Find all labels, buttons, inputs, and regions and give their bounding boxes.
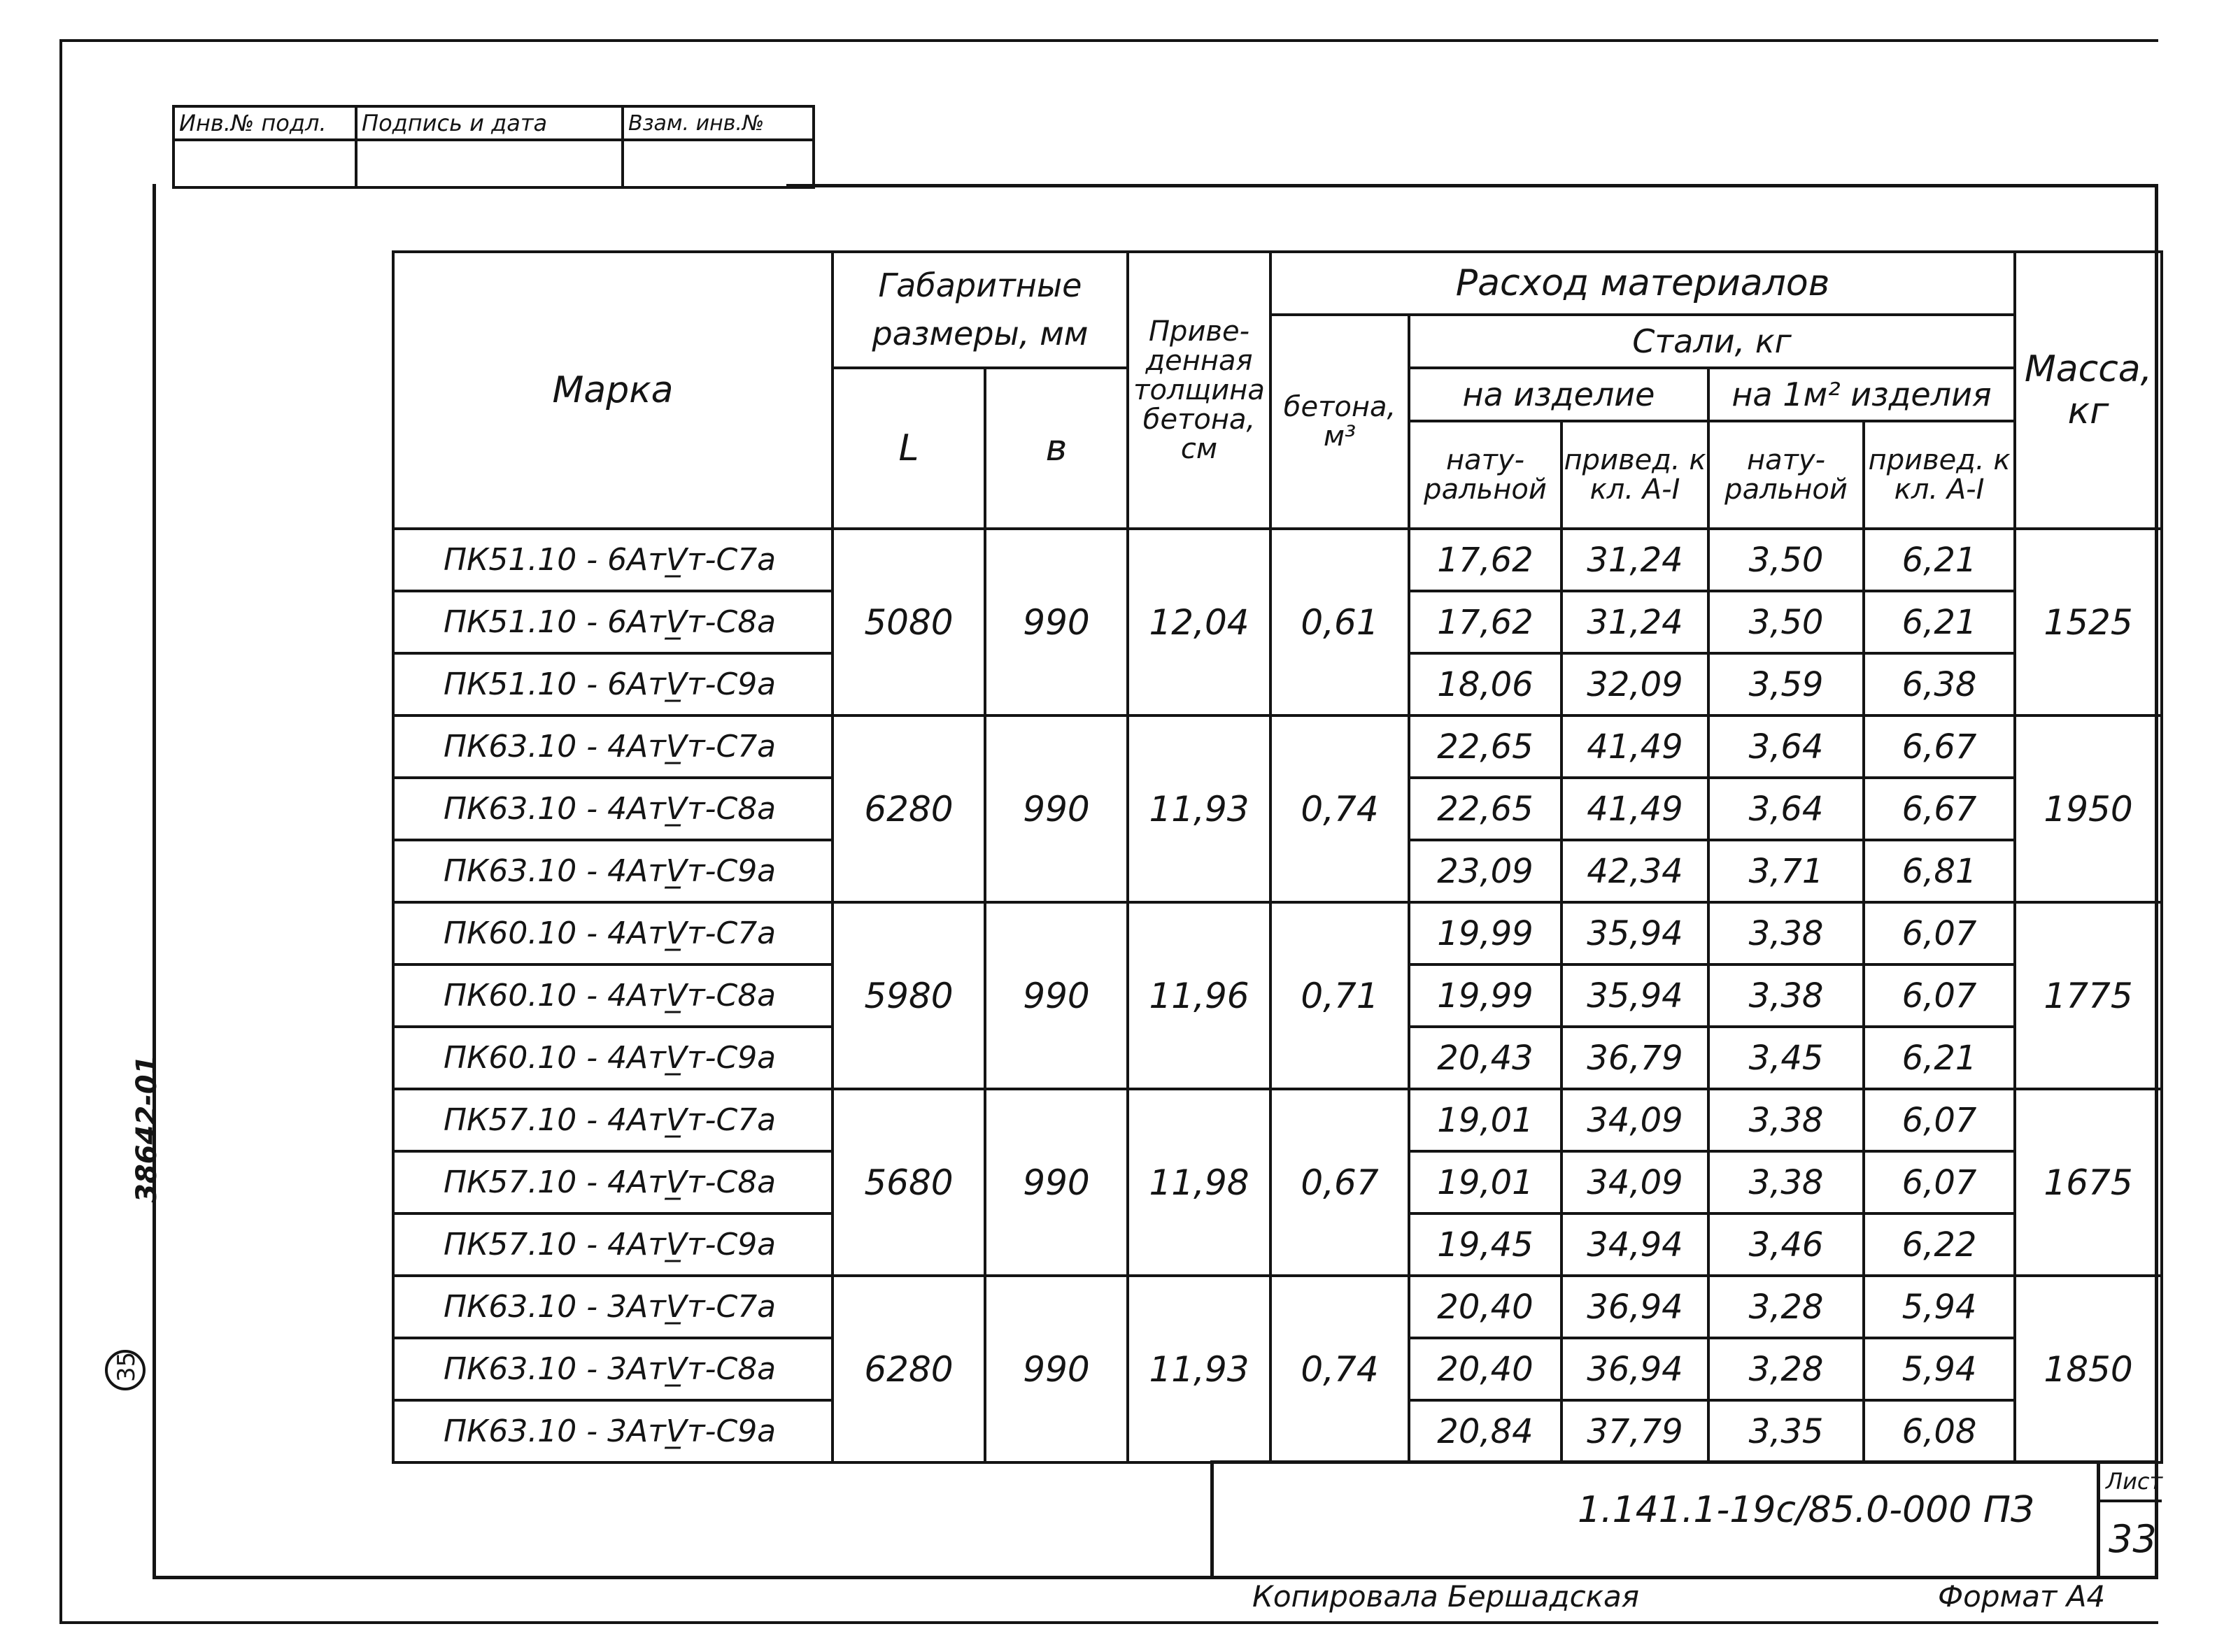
group-L: 5680	[833, 1089, 985, 1276]
group-thickness: 11,98	[1128, 1089, 1270, 1276]
row-marka: ПК60.10 - 4AтV̲т-C9a	[393, 1027, 833, 1089]
cell-priv-m2: 6,67	[1864, 778, 2015, 840]
cell-priv-m2: 6,22	[1864, 1213, 2015, 1276]
row-marka: ПК63.10 - 4AтV̲т-C8a	[393, 778, 833, 840]
materials-table	[392, 250, 2163, 1464]
group-massa: 1950	[2015, 715, 2162, 902]
header-priv: привед. к кл. A-I	[1561, 421, 1708, 529]
cell-nat: 23,09	[1409, 840, 1561, 902]
cell-nat: 20,40	[1409, 1338, 1561, 1400]
cell-priv-m2: 5,94	[1864, 1338, 2015, 1400]
group-L: 6280	[833, 1276, 985, 1462]
header-naturalnoi-m2: нату-ральной	[1708, 421, 1864, 529]
cell-priv-m2: 6,38	[1864, 653, 2015, 715]
cell-nat: 20,43	[1409, 1027, 1561, 1089]
header-na-izdelie: на изделие	[1409, 368, 1708, 421]
cell-nat: 19,01	[1409, 1089, 1561, 1151]
header-na-m2: на 1м² изделия	[1708, 368, 2015, 421]
row-marka: ПК51.10 - 6AтV̲т-C7a	[393, 529, 833, 591]
header-beton: бетона, м³	[1270, 315, 1409, 529]
cell-nat-m2: 3,28	[1708, 1338, 1864, 1400]
stamp-inv-podl: Инв.№ подл.	[173, 106, 356, 140]
group-L: 5080	[833, 529, 985, 715]
cell-priv: 36,79	[1561, 1027, 1708, 1089]
row-marka: ПК60.10 - 4AтV̲т-C8a	[393, 964, 833, 1027]
group-massa: 1675	[2015, 1089, 2162, 1276]
cell-priv-m2: 6,21	[1864, 1027, 2015, 1089]
row-marka: ПК63.10 - 3AтV̲т-C9a	[393, 1400, 833, 1462]
cell-nat-m2: 3,38	[1708, 964, 1864, 1027]
group-B: 990	[985, 1276, 1128, 1462]
stamp-vzam-inv: Взам. инв.№	[623, 106, 814, 140]
cell-nat-m2: 3,35	[1708, 1400, 1864, 1462]
cell-nat: 18,06	[1409, 653, 1561, 715]
outer-frame-left	[59, 39, 62, 1624]
sheet-number: 33	[2109, 1517, 2157, 1561]
cell-nat-m2: 3,38	[1708, 1089, 1864, 1151]
cell-priv: 35,94	[1561, 902, 1708, 964]
cell-nat: 17,62	[1409, 591, 1561, 653]
row-marka: ПК57.10 - 4AтV̲т-C9a	[393, 1213, 833, 1276]
circled-number	[105, 1350, 146, 1390]
stamp-cell-empty	[173, 140, 356, 187]
header-rashod: Расход материалов	[1270, 252, 2015, 315]
header-gabarit: Габаритные размеры, мм	[833, 252, 1128, 368]
group-thickness: 11,93	[1128, 1276, 1270, 1462]
sheet-box	[2097, 1460, 2162, 1579]
cell-nat-m2: 3,38	[1708, 902, 1864, 964]
outer-frame-bottom	[59, 1621, 2158, 1624]
cell-priv-m2: 6,07	[1864, 902, 2015, 964]
header-massa: Масса, кг	[2015, 252, 2162, 529]
group-L: 6280	[833, 715, 985, 902]
cell-priv: 31,24	[1561, 529, 1708, 591]
cell-priv: 36,94	[1561, 1338, 1708, 1400]
cell-nat: 19,99	[1409, 964, 1561, 1027]
header-marka: Марка	[393, 252, 833, 529]
row-marka: ПК60.10 - 4AтV̲т-C7a	[393, 902, 833, 964]
sheet-label: Лист	[2106, 1468, 2163, 1495]
cell-nat-m2: 3,46	[1708, 1213, 1864, 1276]
row-marka: ПК57.10 - 4AтV̲т-C7a	[393, 1089, 833, 1151]
stamp-cell-empty	[356, 140, 623, 187]
circled-number-text: 35	[113, 1351, 141, 1382]
sheet-label-cell	[2100, 1460, 2162, 1502]
cell-priv: 34,94	[1561, 1213, 1708, 1276]
copied-by: Копировала Бершадская	[1252, 1579, 1640, 1614]
group-thickness: 12,04	[1128, 529, 1270, 715]
group-beton: 0,61	[1270, 529, 1409, 715]
title-block	[1210, 1460, 2163, 1579]
cell-priv: 42,34	[1561, 840, 1708, 902]
group-massa: 1525	[2015, 529, 2162, 715]
cell-nat-m2: 3,50	[1708, 529, 1864, 591]
stamp-cell-empty	[623, 140, 814, 187]
cell-nat-m2: 3,50	[1708, 591, 1864, 653]
cell-priv: 34,09	[1561, 1089, 1708, 1151]
cell-priv-m2: 5,94	[1864, 1276, 2015, 1338]
header-thickness: Приве-денная толщина бетона, см	[1128, 252, 1270, 529]
approval-stamp	[172, 105, 815, 189]
row-marka: ПК51.10 - 6AтV̲т-C9a	[393, 653, 833, 715]
cell-nat-m2: 3,64	[1708, 778, 1864, 840]
cell-nat-m2: 3,64	[1708, 715, 1864, 778]
group-beton: 0,74	[1270, 715, 1409, 902]
cell-nat-m2: 3,59	[1708, 653, 1864, 715]
header-stal: Стали, кг	[1409, 315, 2015, 368]
cell-priv: 32,09	[1561, 653, 1708, 715]
cell-priv-m2: 6,21	[1864, 591, 2015, 653]
cell-priv: 41,49	[1561, 778, 1708, 840]
cell-priv-m2: 6,07	[1864, 1151, 2015, 1213]
group-B: 990	[985, 902, 1128, 1089]
group-massa: 1775	[2015, 902, 2162, 1089]
document-code: 1.141.1-19с/85.0-000 ПЗ	[1578, 1489, 2034, 1531]
cell-nat-m2: 3,71	[1708, 840, 1864, 902]
header-naturalnoi: нату-ральной	[1409, 421, 1561, 529]
cell-priv: 31,24	[1561, 591, 1708, 653]
row-marka: ПК63.10 - 4AтV̲т-C7a	[393, 715, 833, 778]
cell-priv: 34,09	[1561, 1151, 1708, 1213]
row-marka: ПК63.10 - 3AтV̲т-C8a	[393, 1338, 833, 1400]
group-thickness: 11,96	[1128, 902, 1270, 1089]
cell-priv: 41,49	[1561, 715, 1708, 778]
outer-frame-top	[59, 39, 2158, 42]
group-L: 5980	[833, 902, 985, 1089]
cell-nat-m2: 3,38	[1708, 1151, 1864, 1213]
cell-priv-m2: 6,07	[1864, 964, 2015, 1027]
paper-format: Формат А4	[1938, 1579, 2106, 1614]
cell-nat: 20,84	[1409, 1400, 1561, 1462]
cell-priv-m2: 6,08	[1864, 1400, 2015, 1462]
inner-frame-top	[786, 184, 2158, 187]
group-beton: 0,71	[1270, 902, 1409, 1089]
group-massa: 1850	[2015, 1276, 2162, 1462]
cell-nat: 22,65	[1409, 715, 1561, 778]
group-B: 990	[985, 1089, 1128, 1276]
cell-nat-m2: 3,45	[1708, 1027, 1864, 1089]
cell-nat: 19,45	[1409, 1213, 1561, 1276]
header-l: L	[833, 368, 985, 529]
header-b: в	[985, 368, 1128, 529]
group-thickness: 11,93	[1128, 715, 1270, 902]
cell-priv-m2: 6,81	[1864, 840, 2015, 902]
row-marka: ПК51.10 - 6AтV̲т-C8a	[393, 591, 833, 653]
cell-nat: 22,65	[1409, 778, 1561, 840]
group-B: 990	[985, 715, 1128, 902]
cell-priv: 35,94	[1561, 964, 1708, 1027]
row-marka: ПК63.10 - 3AтV̲т-C7a	[393, 1276, 833, 1338]
cell-nat-m2: 3,28	[1708, 1276, 1864, 1338]
cell-nat: 19,01	[1409, 1151, 1561, 1213]
cell-nat: 20,40	[1409, 1276, 1561, 1338]
group-beton: 0,74	[1270, 1276, 1409, 1462]
cell-nat: 17,62	[1409, 529, 1561, 591]
row-marka: ПК57.10 - 4AтV̲т-C8a	[393, 1151, 833, 1213]
group-B: 990	[985, 529, 1128, 715]
group-beton: 0,67	[1270, 1089, 1409, 1276]
margin-code: 38642-01	[131, 1055, 163, 1203]
cell-nat: 19,99	[1409, 902, 1561, 964]
cell-priv-m2: 6,67	[1864, 715, 2015, 778]
cell-priv-m2: 6,21	[1864, 529, 2015, 591]
inner-frame-left	[153, 184, 156, 1579]
cell-priv: 37,79	[1561, 1400, 1708, 1462]
cell-priv-m2: 6,07	[1864, 1089, 2015, 1151]
cell-priv: 36,94	[1561, 1276, 1708, 1338]
stamp-podpis-data: Подпись и дата	[356, 106, 623, 140]
header-priv-m2: привед. к кл. A-I	[1864, 421, 2015, 529]
row-marka: ПК63.10 - 4AтV̲т-C9a	[393, 840, 833, 902]
